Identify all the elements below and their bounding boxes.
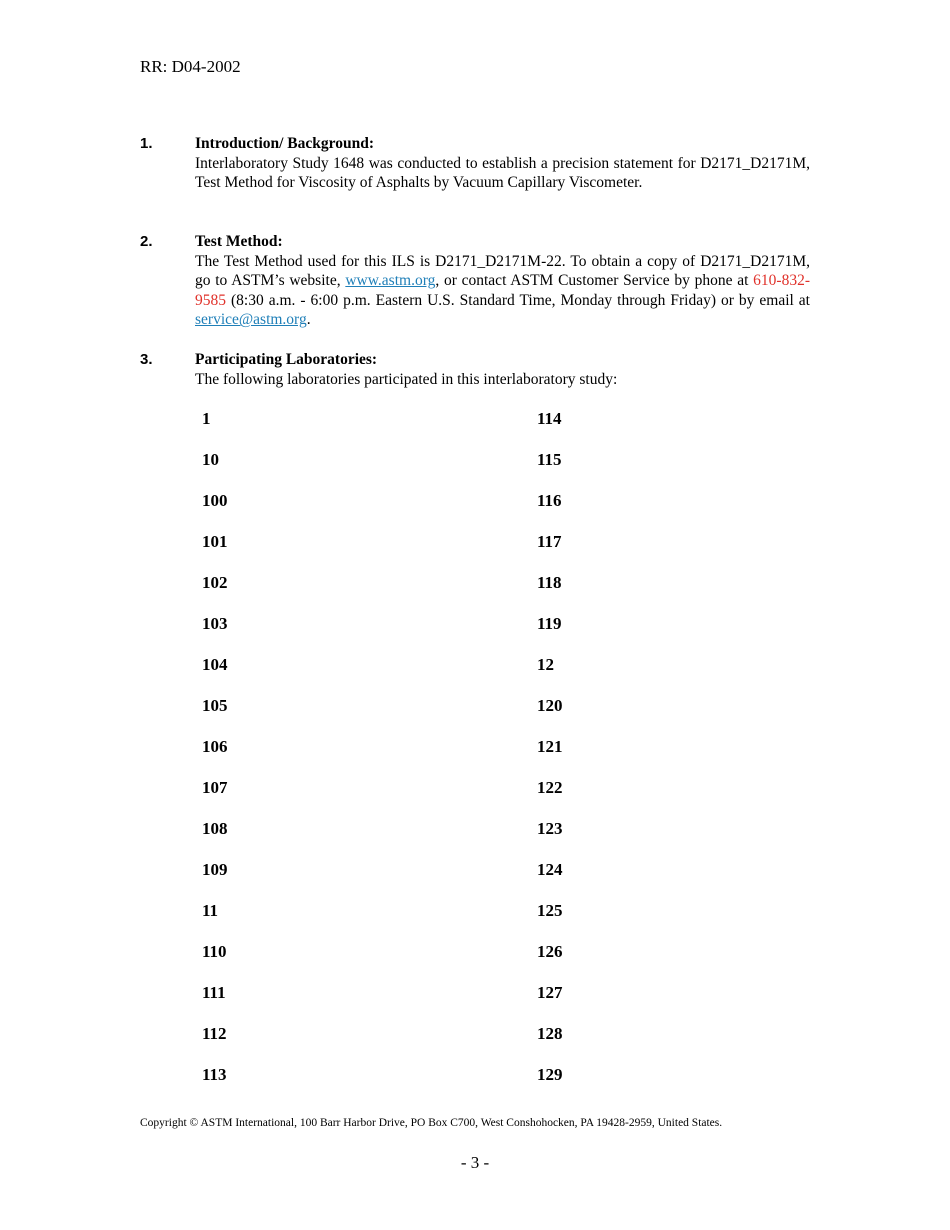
laboratory-id: 101 [202,532,228,551]
laboratory-row [202,983,802,1024]
laboratory-row [202,1024,802,1065]
section-text: The Test Method used for this ILS is D2171_D2171M-22. To obtain a copy of D2171_D2171M, go to ASTM’s website, [195,252,810,290]
laboratory-id: 108 [202,819,228,838]
laboratory-id: 117 [537,532,562,551]
laboratory-id: 123 [537,819,563,838]
laboratory-id: 104 [202,655,228,674]
laboratory-id: 126 [537,942,563,961]
laboratory-row [202,778,802,819]
report-id-header: RR: D04-2002 [140,57,241,76]
section-text: Interlaboratory Study 1648 was conducted to establish a precision statement for D2171_D2171M, Test Method for Viscosity of Asphalts by Vacuum Capillary Viscometer. [195,154,810,192]
service-email-link[interactable]: service@astm.org [195,311,307,329]
laboratory-list [202,409,802,1106]
section-title: Introduction/ Background: [195,135,375,152]
copyright-footer: Copyright © ASTM International, 100 Barr Harbor Drive, PO Box C700, West Conshohocken, PA 19428-2959, United States. [140,1117,723,1129]
laboratory-id: 100 [202,491,228,510]
laboratory-row [202,409,802,450]
laboratory-id: 12 [537,655,554,674]
laboratory-id: 113 [202,1065,227,1084]
laboratory-id: 105 [202,696,228,715]
laboratory-row [202,696,802,737]
laboratory-id: 103 [202,614,228,633]
laboratory-id: 124 [537,860,563,879]
section-test-method [140,232,810,330]
laboratory-row [202,942,802,983]
laboratory-id: 118 [537,573,562,592]
laboratory-id: 102 [202,573,228,592]
section-participating-laboratories [140,350,810,389]
laboratory-id: 119 [537,614,562,633]
laboratory-id: 110 [202,942,227,961]
astm-website-link[interactable]: www.astm.org [345,272,436,290]
section-text: , or contact ASTM Customer Service by phone at [435,272,754,290]
laboratory-id: 122 [537,778,563,797]
laboratory-id: 125 [537,901,563,920]
section-title: Test Method: [195,233,283,250]
laboratory-row [202,1065,802,1106]
laboratory-id: 115 [537,450,562,469]
laboratory-id: 106 [202,737,228,756]
section-number: 3. [140,351,153,368]
laboratory-id: 1 [202,409,211,428]
laboratory-id: 111 [202,983,226,1002]
laboratory-row [202,532,802,573]
laboratory-row [202,614,802,655]
section-introduction [140,134,810,193]
laboratory-row [202,860,802,901]
laboratory-row [202,573,802,614]
laboratory-id: 10 [202,450,219,469]
laboratory-id: 127 [537,983,563,1002]
section-text: (8:30 a.m. - 6:00 p.m. Eastern U.S. Standard Time, Monday through Friday) or by email at [226,291,810,309]
laboratory-id: 112 [202,1024,227,1043]
laboratory-id: 121 [537,737,563,756]
laboratory-id: 107 [202,778,228,797]
laboratory-id: 11 [202,901,219,920]
laboratory-id: 116 [537,491,562,510]
laboratory-row [202,737,802,778]
laboratory-id: 129 [537,1065,563,1084]
section-number: 2. [140,233,153,250]
laboratory-row [202,655,802,696]
laboratory-row [202,450,802,491]
laboratory-row [202,819,802,860]
section-title: Participating Laboratories: [195,351,378,368]
laboratory-id: 114 [537,409,562,428]
section-number: 1. [140,135,153,152]
laboratory-id: 109 [202,860,228,879]
page-number: - 3 - [460,1153,490,1172]
section-text: The following laboratories participated in this interlaboratory study: [195,370,618,388]
section-text: . [306,311,311,329]
laboratory-row [202,901,802,942]
laboratory-id: 128 [537,1024,563,1043]
laboratory-row [202,491,802,532]
customer-service-phone: 610-832-9585 [195,272,810,309]
laboratory-id: 120 [537,696,563,715]
